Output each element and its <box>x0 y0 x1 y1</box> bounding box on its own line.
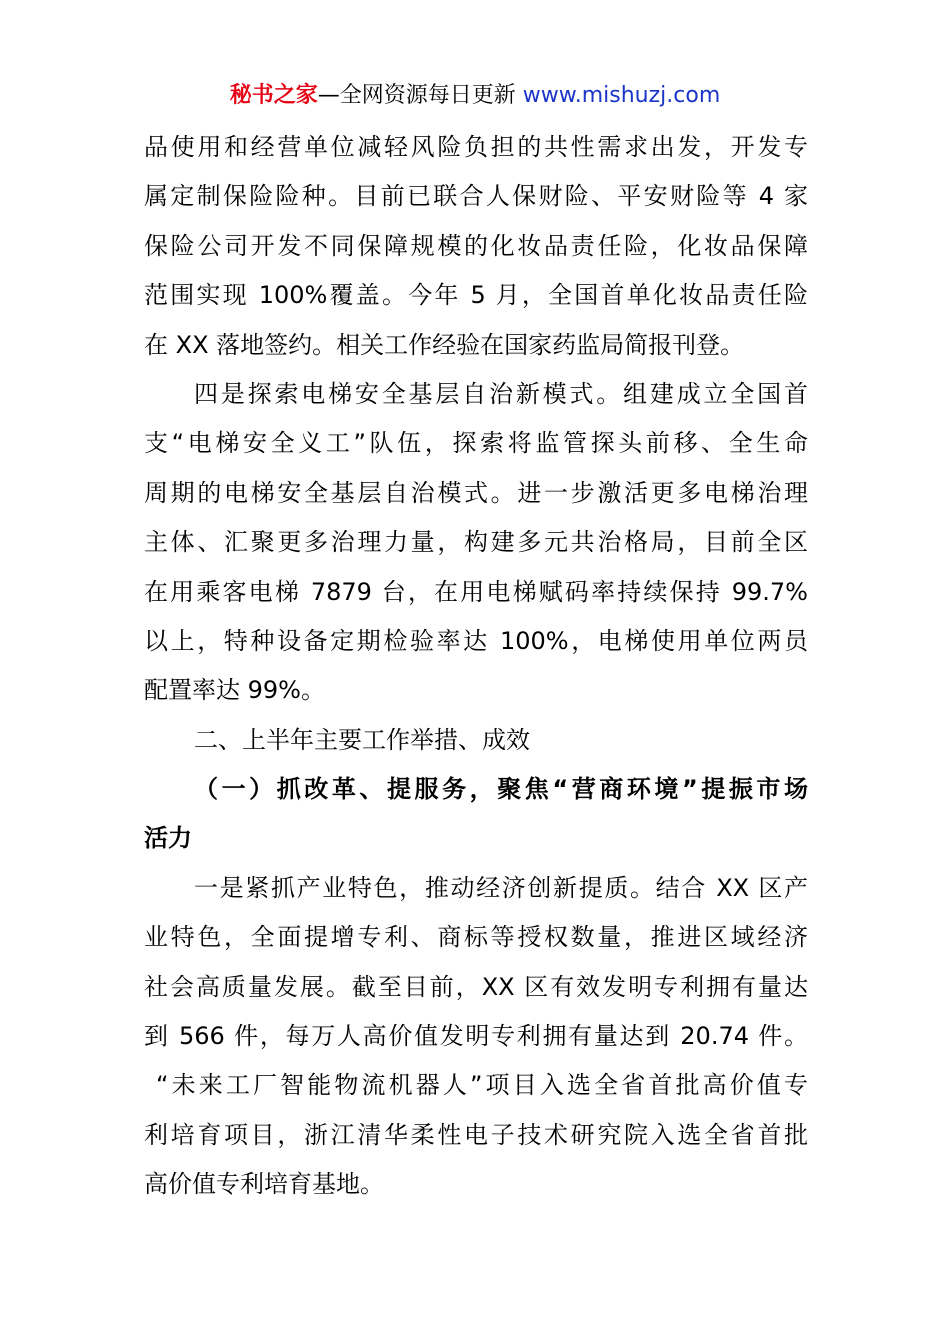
page-header <box>0 80 950 112</box>
paragraph-line: “未来工厂智能物流机器人”项目入选全省首批高价值专 <box>156 1071 808 1100</box>
paragraph-line: 品使用和经营单位减轻风险负担的共性需求出发，开发专 <box>144 133 808 161</box>
paragraph-line: 支“电梯安全义工”队伍，探索将监管探头前移、全生命 <box>144 429 808 458</box>
subsection-heading: （一）抓改革、提服务，聚焦“营商环境”提振市场 <box>194 775 808 804</box>
paragraph-line: 主体、汇聚更多治理力量，构建多元共治格局，目前全区 <box>144 528 808 557</box>
paragraph-line: 配置率达 99%。 <box>144 676 325 705</box>
paragraph-line: 业特色，全面提增专利、商标等授权数量，推进区域经济 <box>144 923 808 952</box>
header-url-link[interactable]: www.mishuzj.com <box>522 83 721 108</box>
paragraph-line: 社会高质量发展。截至目前，XX 区有效发明专利拥有量达 <box>144 972 808 1001</box>
paragraph-line: 以上，特种设备定期检验率达 100%，电梯使用单位两员 <box>144 626 808 655</box>
header-brand: 秘书之家 <box>229 83 318 108</box>
paragraph-line: 周期的电梯安全基层自治模式。进一步激活更多电梯治理 <box>144 478 808 507</box>
subsection-heading: 活力 <box>144 824 192 853</box>
paragraph-line: 利培育项目，浙江清华柔性电子技术研究院入选全省首批 <box>144 1120 808 1149</box>
paragraph-line: 范围实现 100%覆盖。今年 5 月，全国首单化妆品责任险 <box>144 281 808 310</box>
header-tagline: —全网资源每日更新 <box>317 83 523 108</box>
paragraph-line: 属定制保险险种。目前已联合人保财险、平安财险等 4 家 <box>144 182 808 211</box>
paragraph-line: 在 XX 落地签约。相关工作经验在国家药监局简报刊登。 <box>144 330 745 359</box>
paragraph-line: 高价值专利培育基地。 <box>144 1170 384 1199</box>
paragraph-line: 在用乘客电梯 7879 台，在用电梯赋码率持续保持 99.7% <box>144 577 808 606</box>
section-heading: 二、上半年主要工作举措、成效 <box>194 725 530 754</box>
paragraph-line: 到 566 件，每万人高价值发明专利拥有量达到 20.74 件。 <box>144 1022 808 1051</box>
paragraph-line: 四是探索电梯安全基层自治新模式。组建成立全国首 <box>194 379 808 408</box>
document-body <box>144 123 808 1210</box>
paragraph-line: 一是紧抓产业特色，推动经济创新提质。结合 XX 区产 <box>194 873 808 902</box>
paragraph-line: 保险公司开发不同保障规模的化妆品责任险，化妆品保障 <box>144 231 808 260</box>
